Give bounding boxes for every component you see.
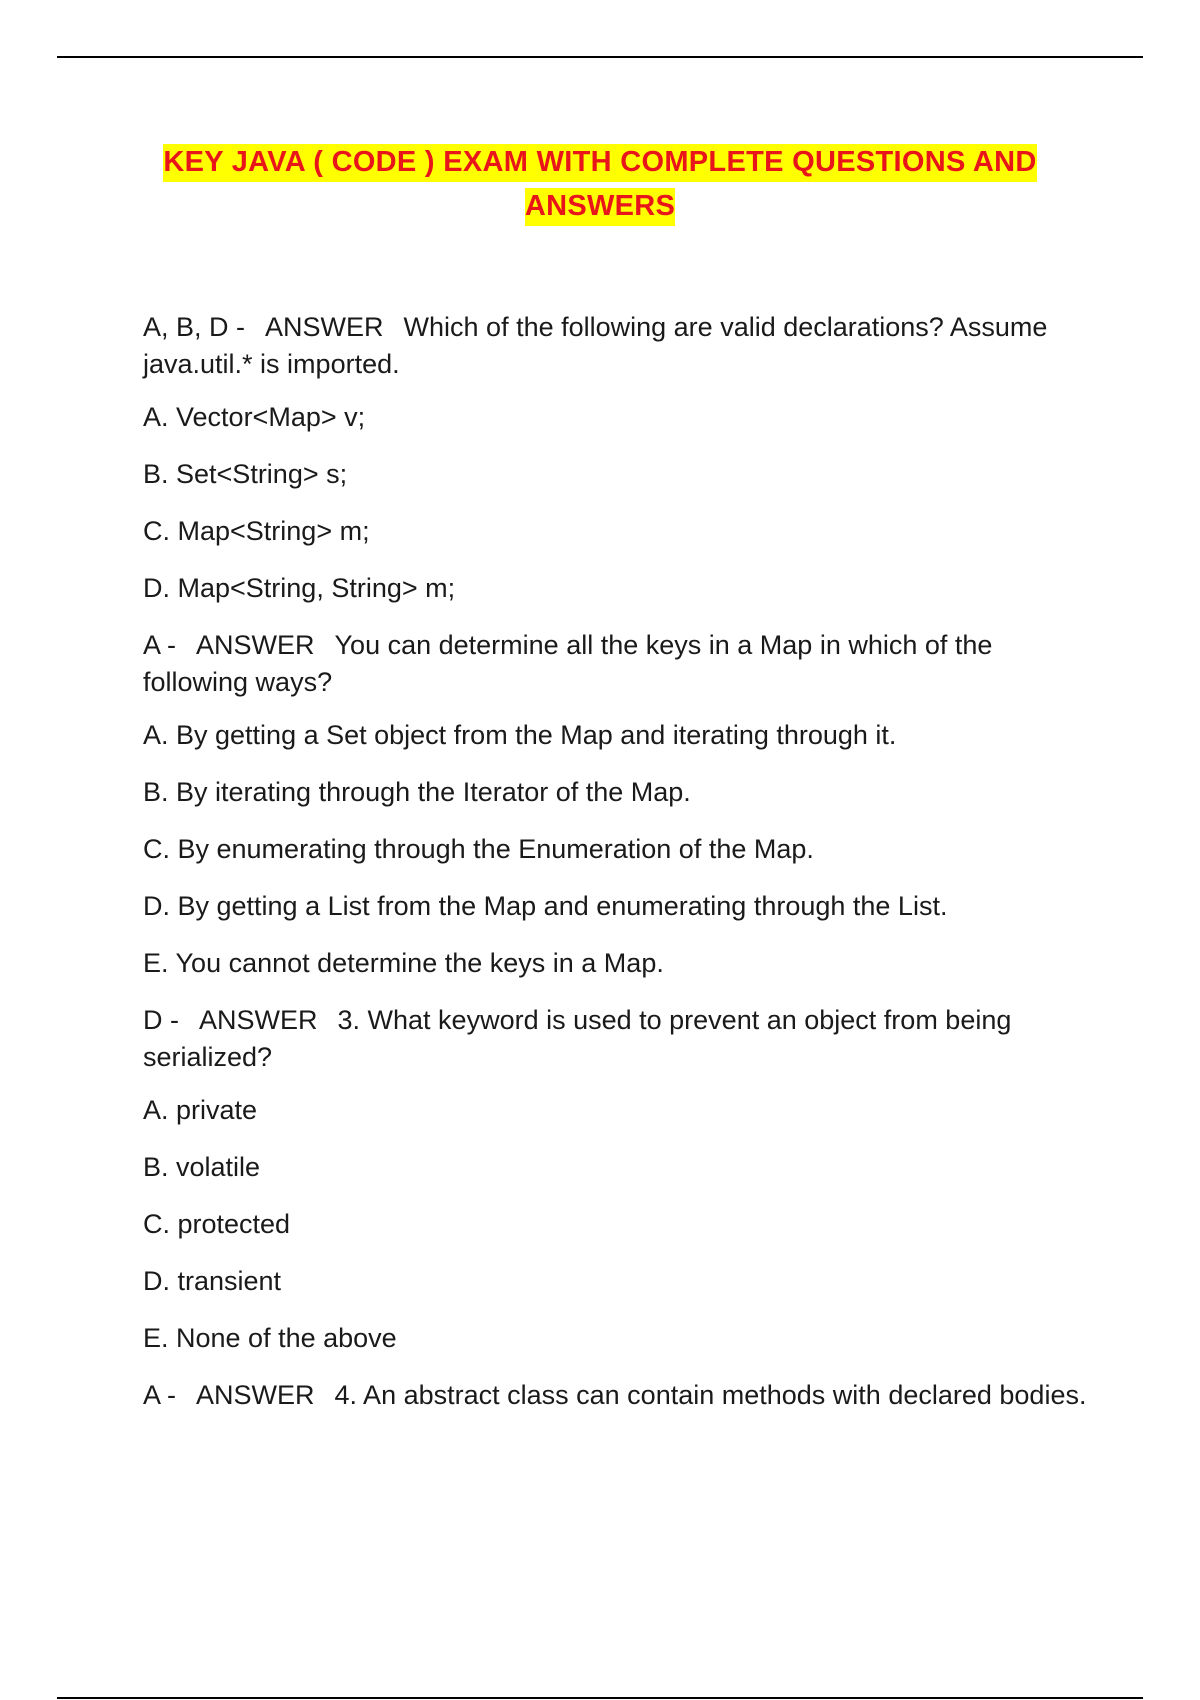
question-text: 4. An abstract class can contain methods with declared bodies. xyxy=(334,1380,1087,1410)
answer-label: ANSWER xyxy=(196,1380,315,1410)
qa-item xyxy=(143,309,1103,607)
question-text: 3. What keyword is used to prevent an object from being serialized? xyxy=(143,1005,1012,1072)
option-line: E. You cannot determine the keys in a Map. xyxy=(143,948,664,978)
option-line: A. By getting a Set object from the Map and iterating through it. xyxy=(143,720,897,750)
option-line: C. By enumerating through the Enumeration of the Map. xyxy=(143,834,814,864)
answer-label: ANSWER xyxy=(199,1005,318,1035)
document-title xyxy=(100,140,1100,228)
qa-item xyxy=(143,1002,1103,1357)
answer-key: A - xyxy=(143,1380,177,1410)
qa-list xyxy=(143,309,1103,1430)
qa-item xyxy=(143,1377,1103,1414)
question-text: You can determine all the keys in a Map in which of the following ways? xyxy=(143,630,993,697)
question-line xyxy=(143,1002,1103,1076)
question-line xyxy=(143,309,1103,383)
option-line: C. protected xyxy=(143,1209,291,1239)
option-line: D. By getting a List from the Map and enumerating through the List. xyxy=(143,891,948,921)
option-line: B. volatile xyxy=(143,1152,261,1182)
option-line: E. None of the above xyxy=(143,1323,397,1353)
option-line: D. Map<String, String> m; xyxy=(143,573,456,603)
question-line xyxy=(143,627,1103,701)
answer-key: A, B, D - xyxy=(143,312,246,342)
top-rule xyxy=(57,56,1143,58)
option-line: A. private xyxy=(143,1095,258,1125)
qa-item xyxy=(143,627,1103,982)
question-line xyxy=(143,1377,1103,1414)
option-line: A. Vector<Map> v; xyxy=(143,402,366,432)
option-line: C. Map<String> m; xyxy=(143,516,370,546)
option-line: B. By iterating through the Iterator of the Map. xyxy=(143,777,691,807)
document-title-text: KEY JAVA ( CODE ) EXAM WITH COMPLETE QUESTIONS AND ANSWERS xyxy=(163,144,1036,226)
option-line: B. Set<String> s; xyxy=(143,459,348,489)
answer-key: A - xyxy=(143,630,177,660)
answer-label: ANSWER xyxy=(196,630,315,660)
option-line: D. transient xyxy=(143,1266,282,1296)
bottom-rule xyxy=(57,1697,1143,1699)
answer-label: ANSWER xyxy=(265,312,384,342)
question-text: Which of the following are valid declarations? Assume java.util.* is imported. xyxy=(143,312,1048,379)
answer-key: D - xyxy=(143,1005,179,1035)
